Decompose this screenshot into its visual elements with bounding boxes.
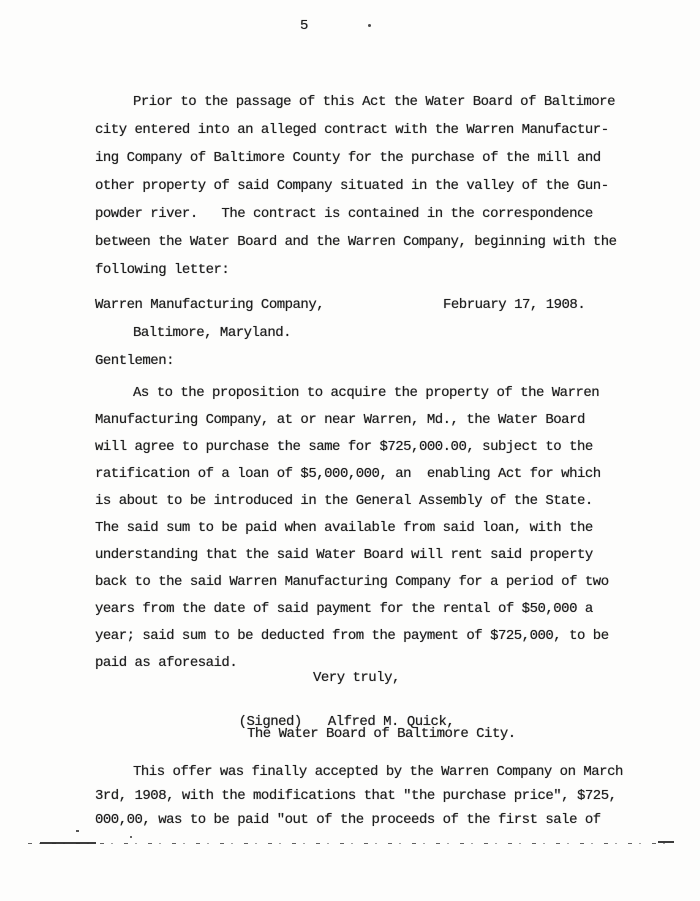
text-line: Prior to the passage of this Act the Water Board of Baltimore xyxy=(133,94,615,110)
text-line: paid as aforesaid. xyxy=(95,655,238,671)
text-line: 000,00, was to be paid "out of the proceeds of the first sale of xyxy=(95,812,601,828)
letter-body xyxy=(95,380,625,677)
text-line: back to the said Warren Manufacturing Company for a period of two xyxy=(95,574,609,590)
scan-edge-line xyxy=(28,842,676,844)
scan-artifact-dot xyxy=(76,830,79,832)
text-line: understanding that the said Water Board will rent said property xyxy=(95,547,593,563)
letter-salutation: Gentlemen: xyxy=(95,353,175,369)
text-line: This offer was finally accepted by the Warren Company on March xyxy=(133,764,623,780)
text-line: between the Water Board and the Warren Company, beginning with the xyxy=(95,234,617,250)
text-line: other property of said Company situated in the valley of the Gun- xyxy=(95,178,609,194)
scan-edge-line-segment xyxy=(658,841,674,843)
text-line: years from the date of said payment for the rental of $50,000 a xyxy=(95,601,593,617)
text-line: powder river. The contract is contained in the correspondence xyxy=(95,206,593,222)
letter-sender: Warren Manufacturing Company, xyxy=(95,297,325,313)
signature-organization: The Water Board of Baltimore City. xyxy=(247,726,516,742)
text-line: following letter: xyxy=(95,262,230,278)
text-line: The said sum to be paid when available from said loan, with the xyxy=(95,520,593,536)
text-line: 3rd, 1908, with the modifications that "the purchase price", $725, xyxy=(95,788,617,804)
text-line: year; said sum to be deducted from the payment of $725,000, to be xyxy=(95,628,609,644)
text-line: Manufacturing Company, at or near Warren, Md., the Water Board xyxy=(95,412,585,428)
text-line: is about to be introduced in the General Assembly of the State. xyxy=(95,493,593,509)
paragraph-acceptance xyxy=(95,760,640,832)
text-line: city entered into an alleged contract with the Warren Manufactur- xyxy=(95,122,609,138)
paragraph-intro xyxy=(95,88,625,284)
page-number: 5 xyxy=(300,18,308,34)
text-line: As to the proposition to acquire the property of the Warren xyxy=(133,385,600,401)
text-line: will agree to purchase the same for $725,000.00, subject to the xyxy=(95,439,593,455)
signed-label: (Signed) xyxy=(238,714,302,730)
scan-artifact-dot xyxy=(130,836,132,838)
letter-closing: Very truly, xyxy=(313,670,400,686)
signature-name: Alfred M. Quick, xyxy=(327,714,455,730)
scan-artifact-dot xyxy=(368,24,371,27)
text-line: ing Company of Baltimore County for the purchase of the mill and xyxy=(95,150,601,166)
letter-sender-address: Baltimore, Maryland. xyxy=(133,325,292,341)
letter-date: February 17, 1908. xyxy=(443,297,586,313)
text-line: ratification of a loan of $5,000,000, an enabling Act for which xyxy=(95,466,601,482)
